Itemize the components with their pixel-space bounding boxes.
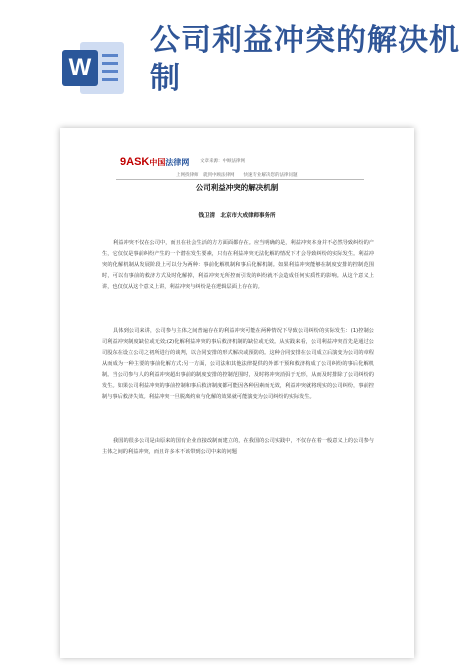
header-tagline: 上网找律师 就到中顾法律网 快速专业解决您的法律问题 [176,173,298,178]
document-page [60,128,414,658]
paragraph: 利益冲突不仅在公司中，而且在社会生活的方方面面都存在。应当明确的是，利益冲突本身并不必然导致纠纷的产生，它仅仅是事前纠纷产生的一个潜在发生要素，只有在利益冲突无法化解的情况下才会导致纠纷的实际发生。利益冲突的化解机制从发展阶段上可以分为两种：事前化解机制和事后化解机制。如果利益冲突能够在制度安排的控制范围时，可以有事前的救济方式及时化解掉，利益冲突无所控而引发的纠纷就不会造成任何实质性的影响。从这个意义上讲，也仅仅从这个意义上讲，利益冲突与纠纷是在逻辑层面上存在的。 [102,240,374,290]
header-source: 文章来源：中顾法律网 [200,159,245,164]
document-title: 公司利益冲突的解决机制 [195,183,279,192]
document-author: 钱卫清 北京市大成律师事务所 [198,213,276,219]
word-badge: W [62,50,98,86]
header-divider [116,179,364,180]
paragraph: 具体到公司来讲，公司参与主体之间普遍存在的利益冲突可能在两种情况下导致公司纠纷的实际发生：(1)控制公司利益冲突制度缺位或无效;(2)化解利益冲突的事后救济机制的缺位或无效。从实践来看，公司利益冲突首先是通过公司股东在设立公司之初所进行的谈判，以合同安排的形式解决或预防的。这种合同安排在公司成立后演变为公司的章程从而成为一种主要的事前化解方式;另一方面，公司法和其他法律提供的外部干预和救济构成了公司纠纷的事后化解机制。当公司参与人的利益冲突超出事前的制度安排的控制范围时，及时将冲突消弭于无形，从而及时排除了公司纠纷的发生。如果公司利益冲突的事前控制和事后救济制度都可能因各种因素而无效，利益冲突就将现实的公司纠纷，事前控制与事后救济失效。利益冲突一旦脱离约束与化解的效果就可能演变为公司纠纷的实际发生。 [102,328,374,400]
banner-title: 公司利益冲突的解决机制 [150,23,460,96]
site-logo: 9ASK中国法律网 [120,156,190,168]
banner [0,0,474,110]
word-document-icon [62,40,124,96]
paragraph: 我国的很多公司是由原来的国有企业直接改制而建立的，在我国的公司实践中，不仅存在着一般意义上的公司参与主体之间的利益冲突，而且许多本不该带到公司中来的问题 [102,438,374,455]
